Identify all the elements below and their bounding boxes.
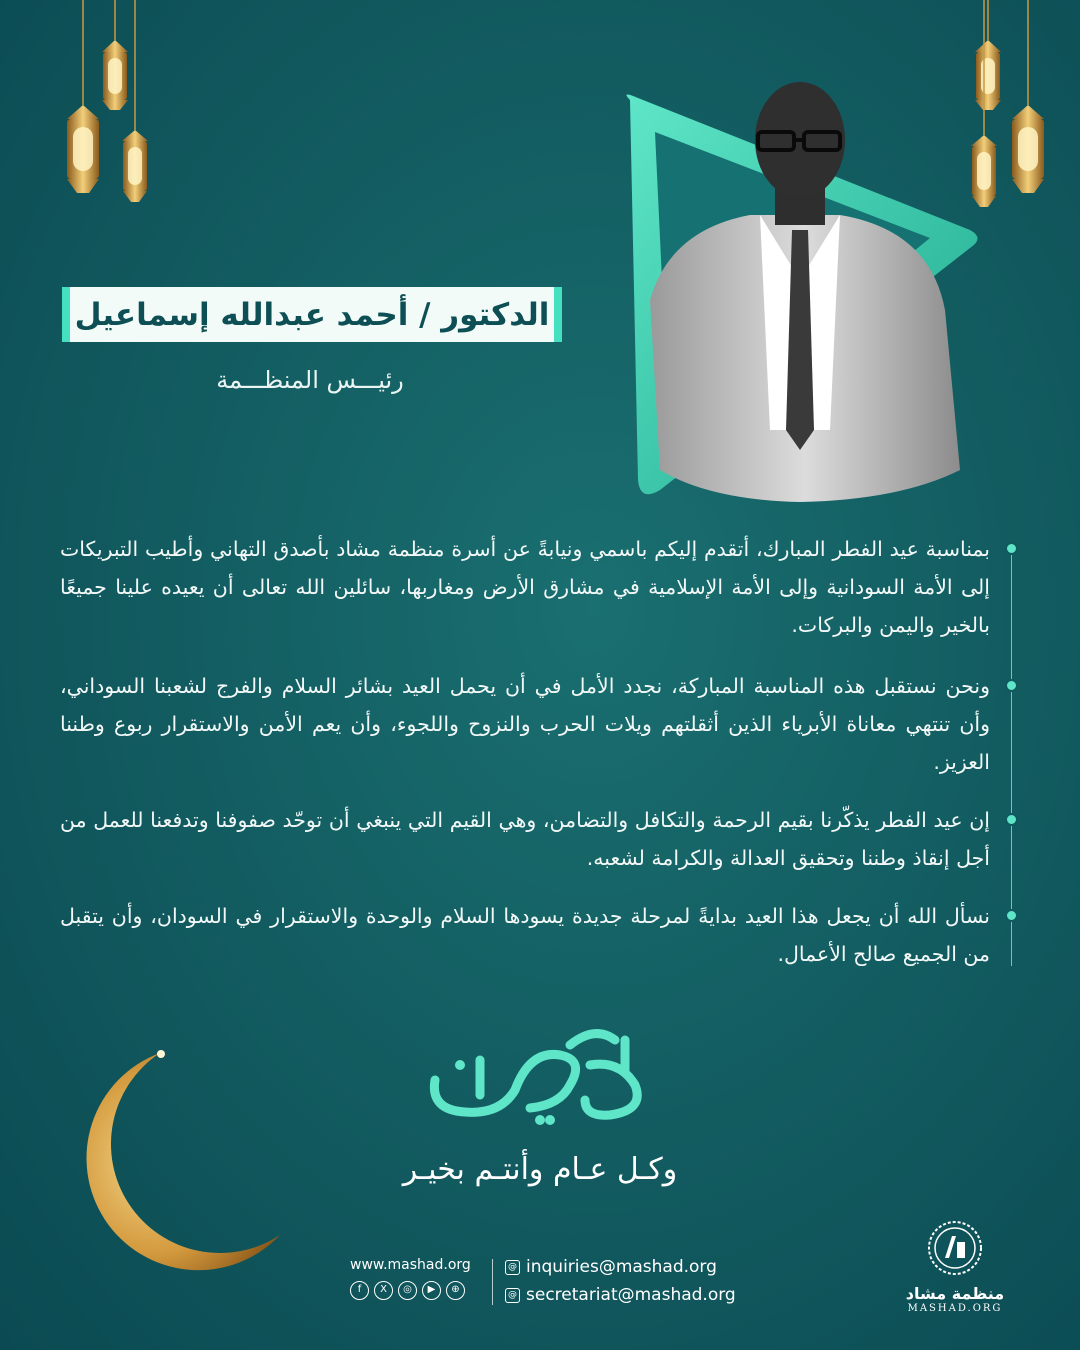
timeline-dot <box>1005 813 1018 826</box>
footer-divider <box>492 1259 493 1305</box>
person-role: رئيـــس المنظـــمة <box>216 366 404 394</box>
timeline-dot <box>1005 909 1018 922</box>
email-secretariat[interactable] <box>505 1285 736 1305</box>
mashad-logo <box>895 1218 1015 1314</box>
logo-name-english: MASHAD.ORG <box>907 1303 1003 1314</box>
timeline-dot <box>1005 679 1018 692</box>
youtube-icon[interactable]: ▶ <box>422 1281 441 1300</box>
social-icons <box>350 1281 465 1300</box>
globe-icon[interactable]: ⊕ <box>446 1281 465 1300</box>
mashad-emblem-icon <box>925 1218 985 1278</box>
paragraph-2: ونحن نستقبل هذه المناسبة المباركة، نجدد الأمل في أن يحمل العيد بشائر السلام والفرج لشعبنا السوداني، وأن تنتهي معاناة الأبرياء الذين أثقلتهم ويلات الحرب والنزوح واللجوء، وأن يعم الأمن والاستقرار ربوع وطننا العزيز. <box>60 674 990 774</box>
email-inquiries[interactable] <box>505 1257 717 1277</box>
person-name: الدكتور / أحمد عبدالله إسماعيل <box>74 296 550 333</box>
name-banner <box>62 287 562 342</box>
email-secretariat-text: secretariat@mashad.org <box>526 1285 736 1305</box>
greeting-text: وكـل عـام وأنتـم بخيـر <box>402 1152 678 1187</box>
email-inquiries-text: inquiries@mashad.org <box>526 1257 717 1277</box>
facebook-icon[interactable]: f <box>350 1281 369 1300</box>
email-icon: @ <box>505 1288 520 1303</box>
crescent-moon-icon <box>65 1045 295 1275</box>
paragraph-1: بمناسبة عيد الفطر المبارك، أتقدم إليكم باسمي ونيابةً عن أسرة منظمة مشاد بأصدق التهاني وأطيب التبريكات إلى الأمة السودانية وإلى الأمة الإسلامية في مشارق الأرض ومغاربها، سائلين الله تعالى أن يعيده علينا جميعًا بالخير واليمن والبركات. <box>60 537 990 637</box>
portrait-photo <box>600 70 990 510</box>
instagram-icon[interactable]: ◎ <box>398 1281 417 1300</box>
x-icon[interactable]: X <box>374 1281 393 1300</box>
timeline-line <box>1011 548 1012 966</box>
paragraph-4: نسأل الله أن يجعل هذا العيد بدايةً لمرحلة جديدة يسودها السلام والوحدة والاستقرار في السودان، وأن يتقبل من الجميع صالح الأعمال. <box>60 904 990 966</box>
lanterns-decoration-left <box>55 0 165 215</box>
eid-mubarak-calligraphy <box>420 1020 660 1130</box>
paragraph-3: إن عيد الفطر يذكّرنا بقيم الرحمة والتكافل والتضامن، وهي القيم التي ينبغي أن توحّد صفوفنا وتدفعنا للعمل من أجل إنقاذ وطننا وتحقيق العدالة والكرامة لشعبه. <box>60 808 990 870</box>
website-link[interactable]: www.mashad.org <box>350 1257 471 1273</box>
timeline-dot <box>1005 542 1018 555</box>
logo-name-arabic: منظمة مشاد <box>905 1284 1005 1303</box>
email-icon: @ <box>505 1260 520 1275</box>
